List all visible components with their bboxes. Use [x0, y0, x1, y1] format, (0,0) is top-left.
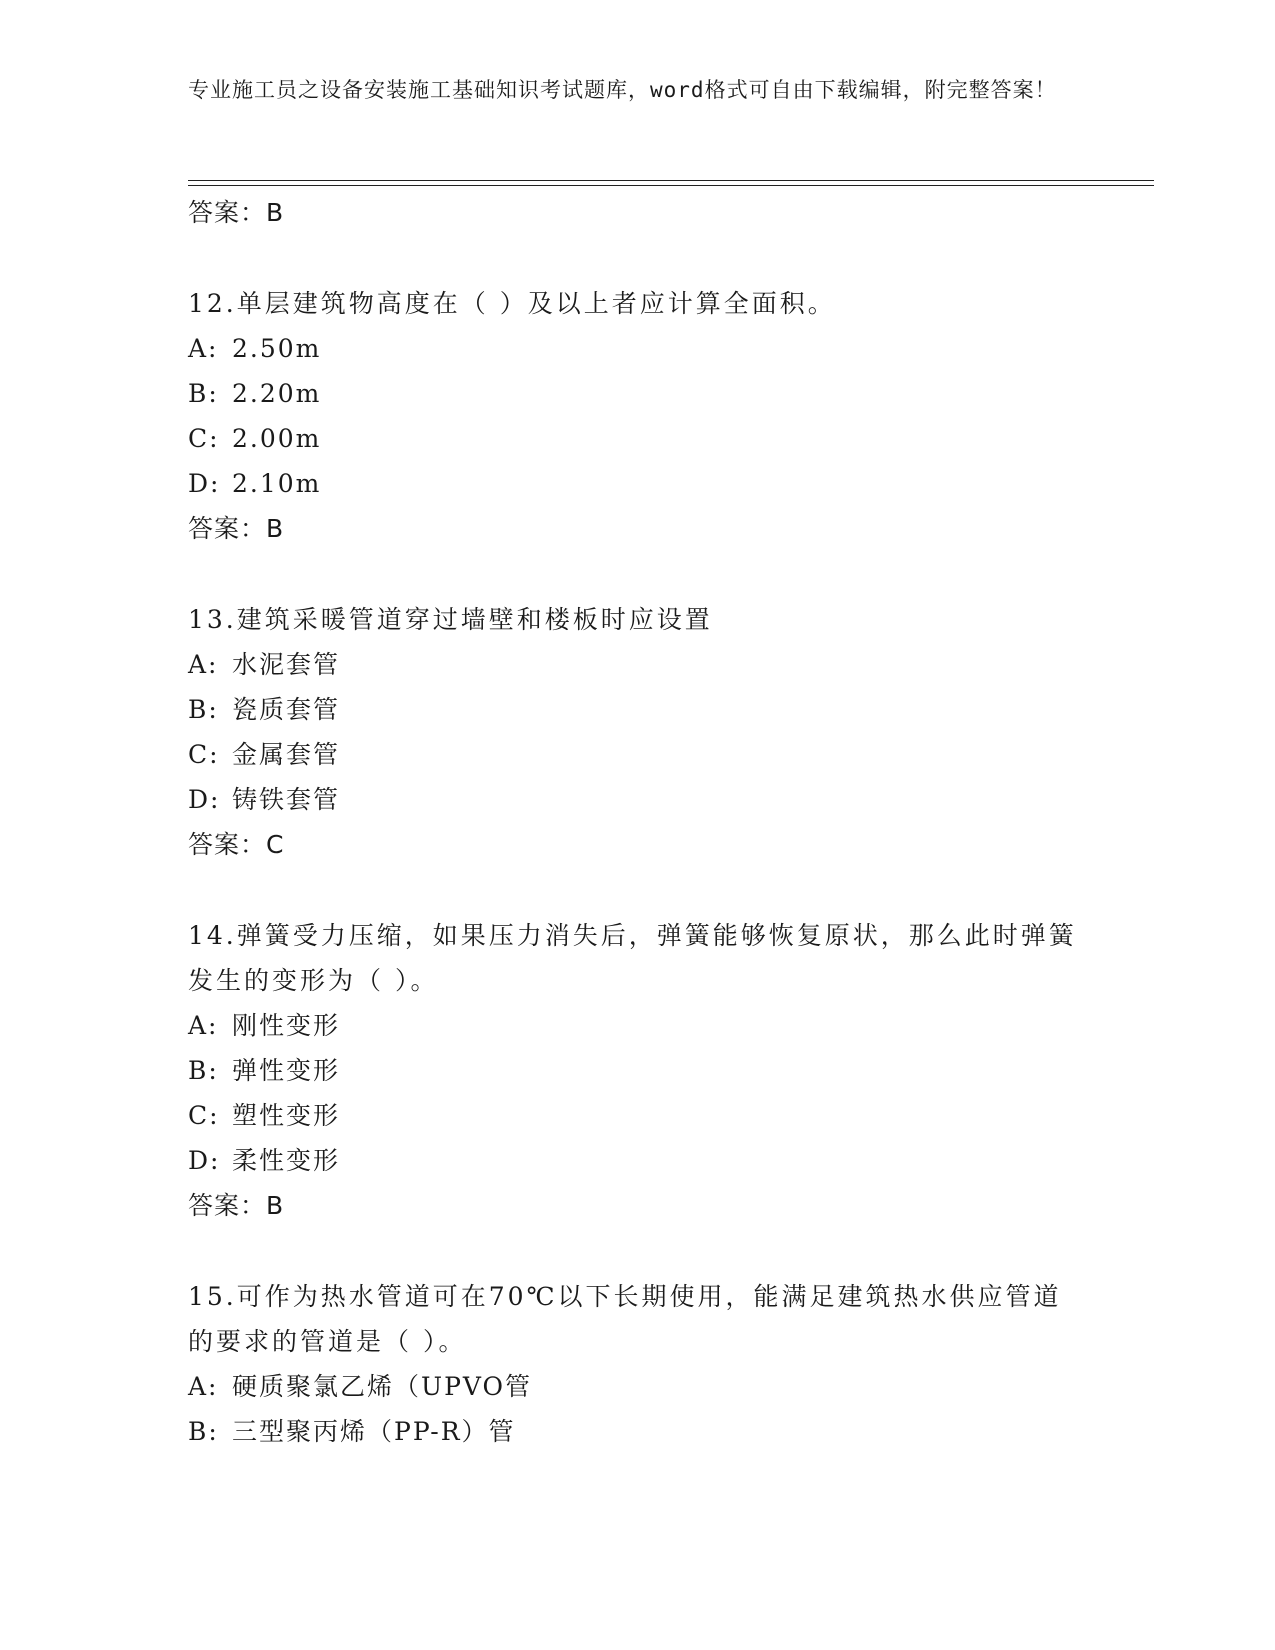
question-14 [188, 913, 1088, 1228]
header-rule-bottom [188, 185, 1154, 186]
option-c [188, 1093, 1088, 1138]
option-b [188, 1048, 1088, 1093]
answer: 答案：B [188, 1191, 285, 1220]
option-text: 弹性变形 [232, 1056, 341, 1085]
option-c [188, 732, 1088, 777]
option-letter: B: [188, 1056, 219, 1085]
previous-answer: 答案：B [188, 198, 285, 227]
option-text: 硬质聚氯乙烯（UPVO管 [232, 1372, 533, 1401]
answer: 答案：B [188, 514, 285, 543]
option-letter: B: [188, 1417, 219, 1446]
question-15 [188, 1274, 1088, 1454]
option-d [188, 461, 1088, 506]
option-letter: D: [188, 1146, 221, 1175]
option-text: 2.10m [232, 469, 322, 498]
option-d [188, 1138, 1088, 1183]
option-letter: A: [188, 334, 219, 363]
question-13 [188, 597, 1088, 867]
option-letter: B: [188, 695, 219, 724]
question-stem: 15.可作为热水管道可在70℃以下长期使用，能满足建筑热水供应管道的要求的管道是（ ）。 [188, 1282, 1062, 1356]
option-letter: C: [188, 1101, 220, 1130]
option-text: 2.00m [232, 424, 322, 453]
option-text: 瓷质套管 [232, 695, 341, 724]
answer: 答案：C [188, 830, 285, 859]
question-stem: 12.单层建筑物高度在（ ）及以上者应计算全面积。 [188, 289, 836, 318]
option-b [188, 687, 1088, 732]
option-b [188, 371, 1088, 416]
option-text: 塑性变形 [232, 1101, 341, 1130]
option-d [188, 777, 1088, 822]
option-text: 铸铁套管 [232, 785, 341, 814]
option-letter: D: [188, 469, 221, 498]
option-a [188, 642, 1088, 687]
option-text: 刚性变形 [232, 1011, 341, 1040]
option-text: 水泥套管 [232, 650, 341, 679]
option-text: 2.20m [232, 379, 322, 408]
option-a [188, 1364, 1088, 1409]
header-rule-top [188, 180, 1154, 181]
document-header: 专业施工员之设备安装施工基础知识考试题库，word格式可自由下载编辑，附完整答案！ [188, 78, 1057, 102]
question-stem: 13.建筑采暖管道穿过墙壁和楼板时应设置 [188, 605, 713, 634]
question-12 [188, 281, 1088, 551]
option-text: 金属套管 [232, 740, 341, 769]
option-text: 柔性变形 [232, 1146, 341, 1175]
document-body [188, 190, 1088, 1454]
question-stem: 14.弹簧受力压缩，如果压力消失后，弹簧能够恢复原状，那么此时弹簧发生的变形为（ ）。 [188, 921, 1077, 995]
option-text: 三型聚丙烯（PP-R）管 [232, 1417, 516, 1446]
option-letter: A: [188, 650, 219, 679]
option-letter: A: [188, 1372, 219, 1401]
option-a [188, 326, 1088, 371]
option-c [188, 416, 1088, 461]
option-letter: D: [188, 785, 221, 814]
option-text: 2.50m [232, 334, 322, 363]
option-letter: B: [188, 379, 219, 408]
option-a [188, 1003, 1088, 1048]
option-letter: A: [188, 1011, 219, 1040]
option-b [188, 1409, 1088, 1454]
option-letter: C: [188, 424, 220, 453]
option-letter: C: [188, 740, 220, 769]
